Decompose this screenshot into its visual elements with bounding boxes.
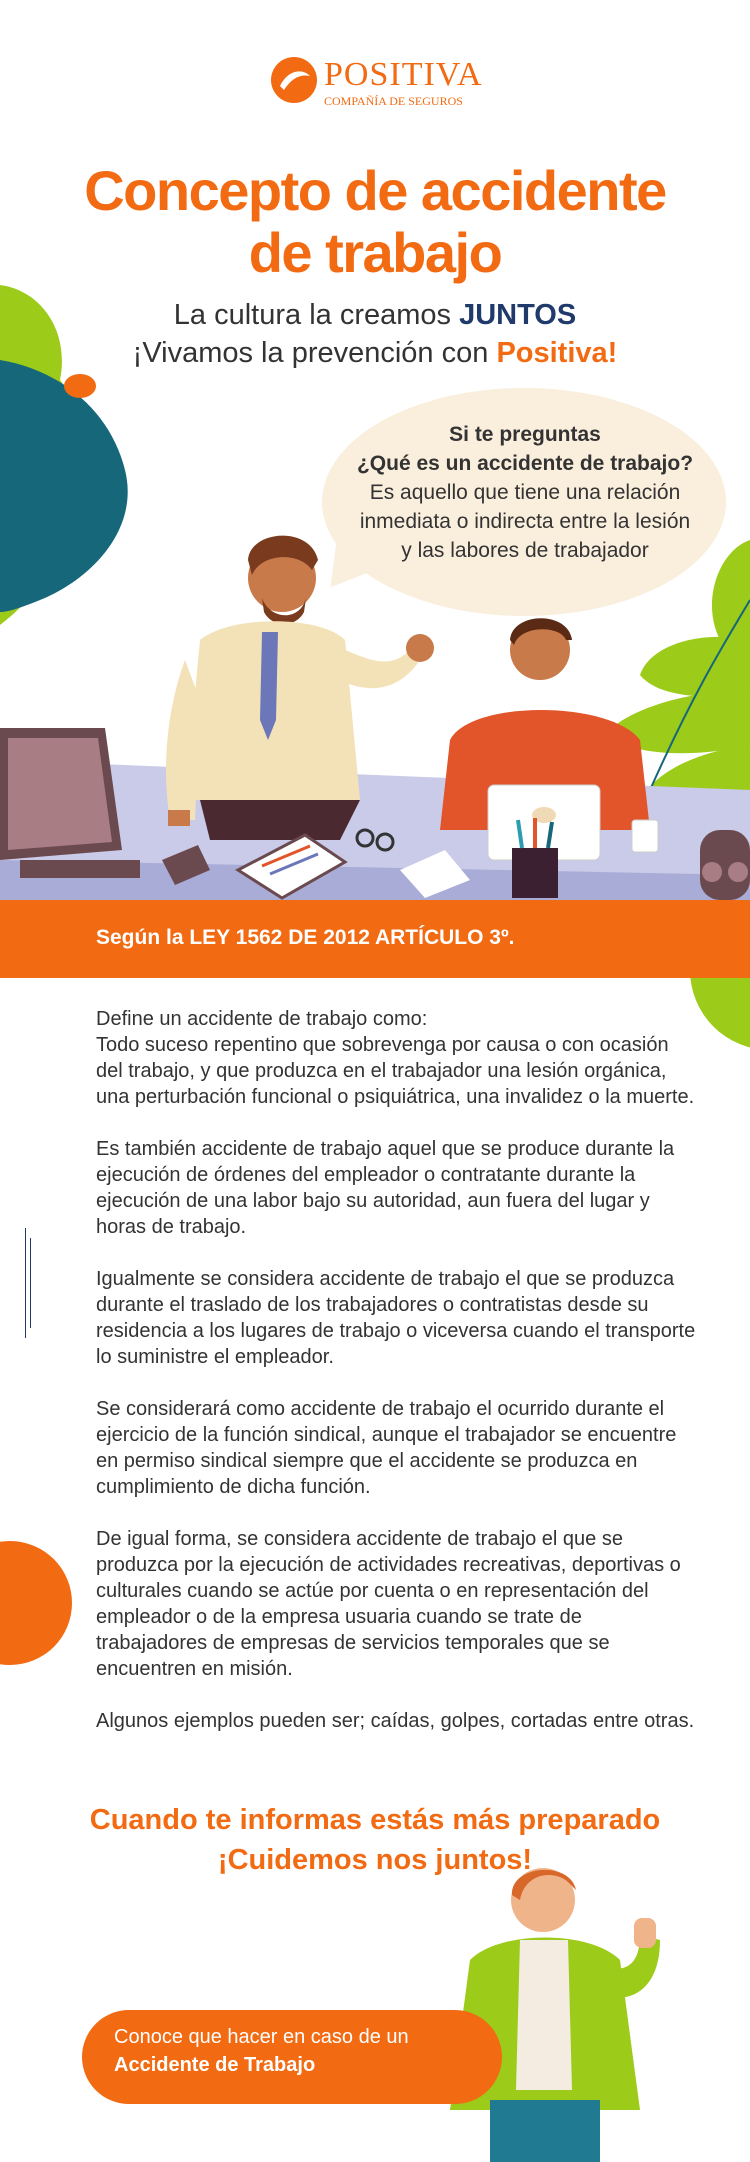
subtitle-line2-text: ¡Vivamos la prevención con [132, 337, 497, 369]
paragraph-2: Es también accidente de trabajo aquel que se produce durante la ejecución de órdenes del empleador o contratante durante la ejecución de una labor bajo su autoridad, aun fuera del lugar y horas de trabajo. [96, 1138, 675, 1238]
vertical-side-note [22, 1228, 36, 1338]
page-title [40, 160, 710, 284]
subtitle-juntos: JUNTOS [459, 299, 577, 331]
closing-message [60, 1800, 690, 1880]
bubble-answer-1: Es aquello que tiene una relación [369, 481, 681, 504]
left-orange-circle [0, 1541, 72, 1665]
thumbs-up-illustration [450, 1868, 660, 2162]
law-band-text: Según la LEY 1562 DE 2012 ARTÍCULO 3º. [96, 926, 515, 949]
bubble-question-1: Si te preguntas [449, 423, 601, 446]
bubble-question-2: ¿Qué es un accidente de trabajo? [356, 452, 694, 475]
paragraph-6: Algunos ejemplos pueden ser; caídas, golpes, cortadas entre otras. [96, 1710, 695, 1732]
closing-line1: Cuando te informas estás más preparado [89, 1804, 661, 1836]
cta-line1[interactable]: Conoce que hacer en caso de un [114, 2026, 409, 2048]
paragraph-5: De igual forma, se considera accidente de trabajo el que se produzca por la ejecución de actividades recreativas, deportivas o culturales cuando se actúe por cuenta o en representación del empleador o de la empresa usuaria cuando se trate de trabajadores de empresas de servicios temporales que se encuentren en misión. [96, 1528, 681, 1680]
article-body [96, 1006, 696, 1760]
bubble-answer-3: y las labores de trabajador [401, 539, 649, 562]
page-title-line1: Concepto de accidente [84, 159, 666, 222]
positiva-logo [270, 52, 490, 112]
paragraph-1: Define un accidente de trabajo como: Todo suceso repentino que sobrevenga por causa o con ocasión del trabajo, y que produzca en el trabajador una lesión orgánica, una perturbación funcional o psiquiátrica, una invalidez o la muerte. [96, 1008, 695, 1108]
logo-wordmark: POSITIVA [324, 56, 483, 93]
small-orange-dot [64, 374, 96, 398]
left-teal-blob [0, 360, 128, 612]
subtitle-line1-text: La cultura la creamos [173, 299, 460, 331]
positiva-sun-icon [270, 56, 318, 104]
plant-leaf-2 [640, 637, 750, 696]
logo-tagline: COMPAÑÍA DE SEGUROS [324, 94, 463, 108]
bubble-answer-2: inmediata o indirecta entre la lesión [359, 510, 691, 533]
closing-line2: ¡Cuidemos nos juntos! [217, 1844, 533, 1876]
paragraph-3: Igualmente se considera accidente de trabajo el que se produzca durante el traslado de los trabajadores o contratistas desde su residencia a los lugares de trabajo o viceversa cuando el transporte lo suministre el empleador. [96, 1268, 696, 1368]
speech-bubble-text [340, 420, 710, 565]
paragraph-4: Se considerará como accidente de trabajo el ocurrido durante el ejercicio de la función sindical, aunque el trabajador se encuentre en permiso sindical siempre que el accidente se produzca en cumplimiento de dicha función. [96, 1398, 677, 1498]
cta-line2[interactable]: Accidente de Trabajo [114, 2054, 316, 2076]
page-subtitle [60, 296, 690, 372]
page-title-line2: de trabajo [248, 221, 502, 284]
subtitle-positiva: Positiva! [496, 337, 618, 369]
